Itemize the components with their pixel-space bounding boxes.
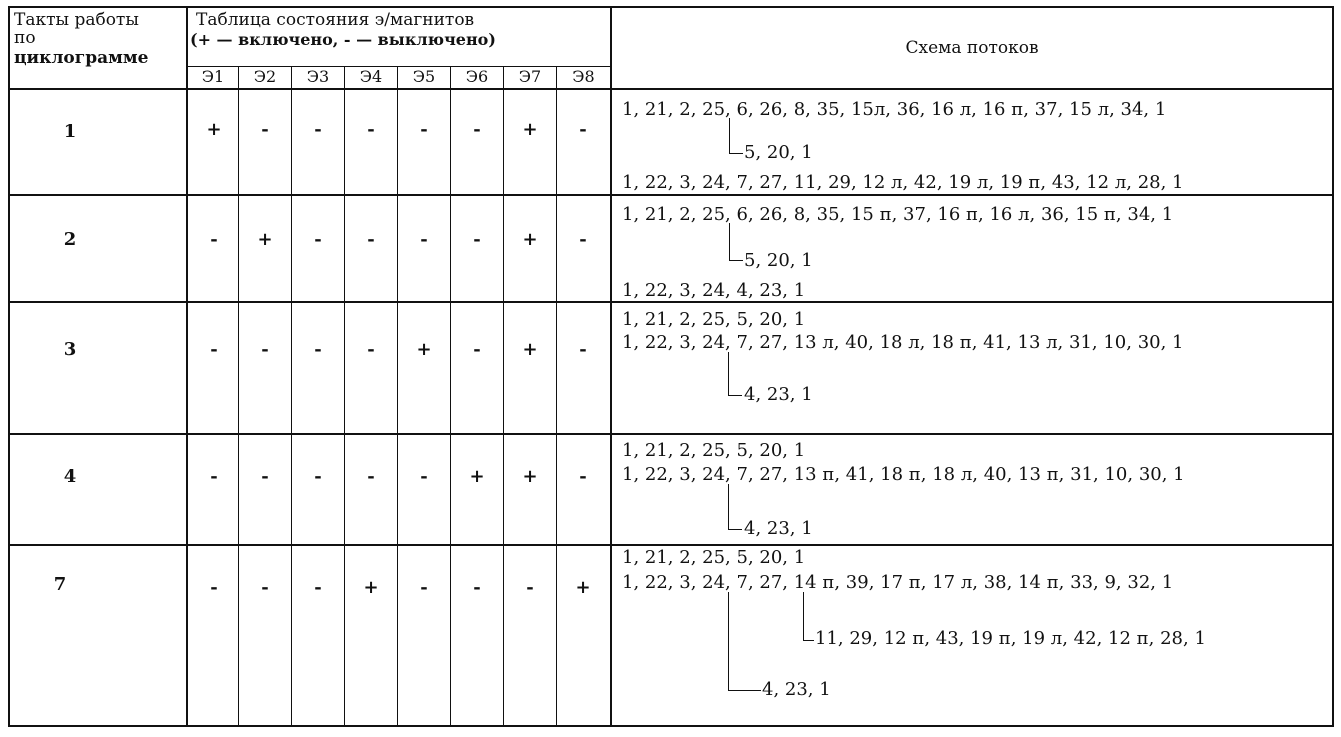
magnet-divider [556,67,557,725]
branch-connector [729,118,743,154]
magnet-state: + [522,229,538,250]
magnet-state: - [261,119,269,140]
magnet-divider [238,67,239,725]
header-tact-line2: по [14,28,36,48]
flow-line: 1, 22, 3, 24, 7, 27, 11, 29, 12 л, 42, 19 л, 19 п, 43, 12 л, 28, 1 [622,172,1184,193]
magnet-state: - [367,339,375,360]
magnet-state: - [367,119,375,140]
header-bottom-line [8,88,1334,90]
magnet-state: + [522,339,538,360]
magnet-state: + [575,577,591,598]
tact-number: 2 [63,229,77,250]
row-divider-4 [8,544,1334,546]
magnet-state: + [522,119,538,140]
flow-line: 1, 21, 2, 25, 6, 26, 8, 35, 15л, 36, 16 л, 16 п, 37, 15 л, 34, 1 [622,99,1167,120]
column-divider-flows [610,6,612,727]
magnet-e3: Э3 [306,67,330,86]
magnet-divider [397,67,398,725]
header-flow-scheme: Схема потоков [905,38,1039,58]
flow-line: 1, 21, 2, 25, 5, 20, 1 [622,309,806,330]
magnet-state: + [522,466,538,487]
magnet-state: - [420,466,428,487]
magnet-state: - [261,339,269,360]
magnet-state: - [473,229,481,250]
magnet-state: - [420,229,428,250]
table-border-left [8,6,10,727]
flow-branch: 4, 23, 1 [762,679,831,700]
magnet-divider [450,67,451,725]
magnet-state: - [420,119,428,140]
header-tact-line3: циклограмме [14,48,149,68]
flow-line: 1, 21, 2, 25, 5, 20, 1 [622,547,806,568]
tact-number: 4 [63,466,77,487]
magnet-e6: Э6 [465,67,489,86]
flow-branch: 11, 29, 12 п, 43, 19 п, 19 л, 42, 12 п, 28, 1 [815,628,1206,649]
branch-connector [728,484,742,530]
table-border-right [1332,6,1334,727]
magnet-divider [344,67,345,725]
magnet-e8: Э8 [572,67,595,86]
header-magnet-table-title: Таблица состояния э/магнитов [196,10,475,30]
flow-line: 1, 22, 3, 24, 7, 27, 13 л, 40, 18 л, 18 п, 41, 13 л, 31, 10, 30, 1 [622,332,1184,353]
magnet-state: - [420,577,428,598]
magnet-divider [503,67,504,725]
row-divider-2 [8,301,1334,303]
flow-branch: 5, 20, 1 [744,142,813,163]
magnet-state: - [210,577,218,598]
table-border-top [8,6,1334,8]
magnet-state: - [314,229,322,250]
magnet-state: + [469,466,485,487]
magnet-state: - [579,466,587,487]
branch-connector [728,592,761,691]
magnet-e5: Э5 [412,67,436,86]
flow-branch: 4, 23, 1 [744,384,813,405]
flow-branch: 4, 23, 1 [744,518,813,539]
header-tact-line1: Такты работы [14,10,139,30]
table-border-bottom [8,725,1334,727]
magnet-state: - [473,119,481,140]
magnet-e2: Э2 [253,67,277,86]
magnet-state: - [210,339,218,360]
magnet-state: - [314,339,322,360]
magnet-state: - [579,339,587,360]
magnet-state: - [261,466,269,487]
flow-line: 1, 22, 3, 24, 7, 27, 13 п, 41, 18 п, 18 л, 40, 13 п, 31, 10, 30, 1 [622,464,1185,485]
branch-connector [803,592,814,641]
tact-number: 7 [53,574,67,595]
column-divider-tact [186,6,188,727]
flow-line: 1, 22, 3, 24, 4, 23, 1 [622,280,806,301]
magnet-state: + [363,577,379,598]
row-divider-1 [8,194,1334,196]
flow-line: 1, 21, 2, 25, 6, 26, 8, 35, 15 п, 37, 16 п, 16 л, 36, 15 п, 34, 1 [622,204,1174,225]
row-divider-3 [8,433,1334,435]
magnet-state: - [210,466,218,487]
magnet-state: - [314,577,322,598]
magnet-state: - [314,119,322,140]
branch-connector [728,352,742,396]
header-magnet-legend: (+ — включено, - — выключено) [190,30,496,49]
magnet-state: + [206,119,222,140]
magnet-state: - [579,119,587,140]
magnet-e1: Э1 [201,67,225,86]
magnet-state: - [367,229,375,250]
flow-branch: 5, 20, 1 [744,250,813,271]
magnet-state: + [416,339,432,360]
branch-connector [729,223,743,261]
magnet-state: - [579,229,587,250]
magnet-state: - [367,466,375,487]
magnet-state: - [314,466,322,487]
magnet-state: - [526,577,534,598]
tact-number: 3 [63,339,77,360]
magnet-state: - [261,577,269,598]
magnet-state: + [257,229,273,250]
magnet-e4: Э4 [359,67,383,86]
magnet-state: - [210,229,218,250]
magnet-e7: Э7 [518,67,542,86]
tact-number: 1 [63,121,77,142]
flow-line: 1, 21, 2, 25, 5, 20, 1 [622,440,806,461]
flow-line: 1, 22, 3, 24, 7, 27, 14 п, 39, 17 п, 17 л, 38, 14 п, 33, 9, 32, 1 [622,572,1174,593]
magnet-divider [291,67,292,725]
magnet-state: - [473,577,481,598]
magnet-state: - [473,339,481,360]
